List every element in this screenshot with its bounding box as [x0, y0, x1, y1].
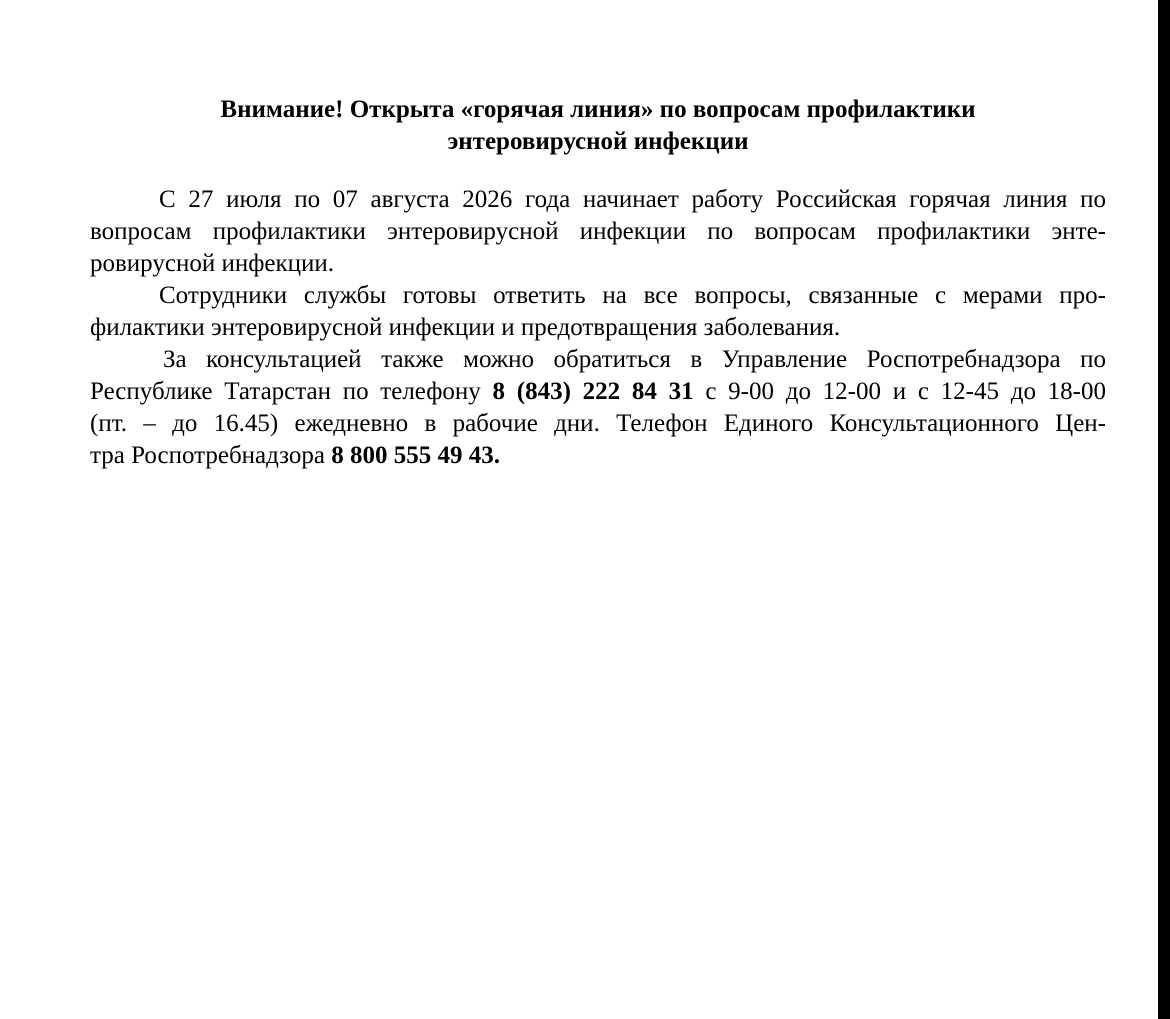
paragraph-line: (пт. – до 16.45) ежедневно в рабочие дни. Телефон Единого Консультационного Цен- — [90, 410, 1106, 437]
paragraph-line: Сотрудники службы готовы ответить на все вопросы, связанные с мерами про- — [159, 282, 1106, 309]
paragraph-hotline-dates — [90, 184, 1106, 280]
page-edge-border — [1158, 0, 1170, 1019]
federal-phone-number: 8 800 555 49 43. — [331, 442, 500, 469]
paragraph-line: вопросам профилактики энтеровирусной инфекции по вопросам профилактики энте- — [90, 218, 1106, 245]
text-fragment: тра Роспотребнадзора — [90, 442, 332, 469]
paragraph-line: ровирусной инфекции. — [90, 250, 335, 277]
document-heading — [90, 94, 1106, 158]
document-body — [90, 184, 1106, 472]
heading-line-2: энтеровирусной инфекции — [447, 128, 749, 155]
text-fragment: с 9-00 до 12-00 и с 12-45 до 18-00 — [693, 378, 1106, 405]
heading-line-1: Внимание! Открыта «горячая линия» по вопросам профилактики — [220, 96, 976, 123]
paragraph-line — [90, 440, 1106, 472]
paragraph-staff-ready — [90, 280, 1106, 344]
paragraph-consultation — [90, 344, 1106, 472]
paragraph-line: С 27 июля по 07 августа 2026 года начинает работу Российская горячая линия по — [159, 186, 1106, 213]
paragraph-line: филактики энтеровирусной инфекции и предотвращения заболевания. — [90, 314, 841, 341]
text-fragment: Республике Татарстан по телефону — [90, 378, 493, 405]
paragraph-line: За консультацией также можно обратиться в Управление Роспотребнадзора по — [163, 346, 1106, 373]
regional-phone-number: 8 (843) 222 84 31 — [492, 378, 694, 405]
paragraph-line — [90, 376, 1106, 408]
